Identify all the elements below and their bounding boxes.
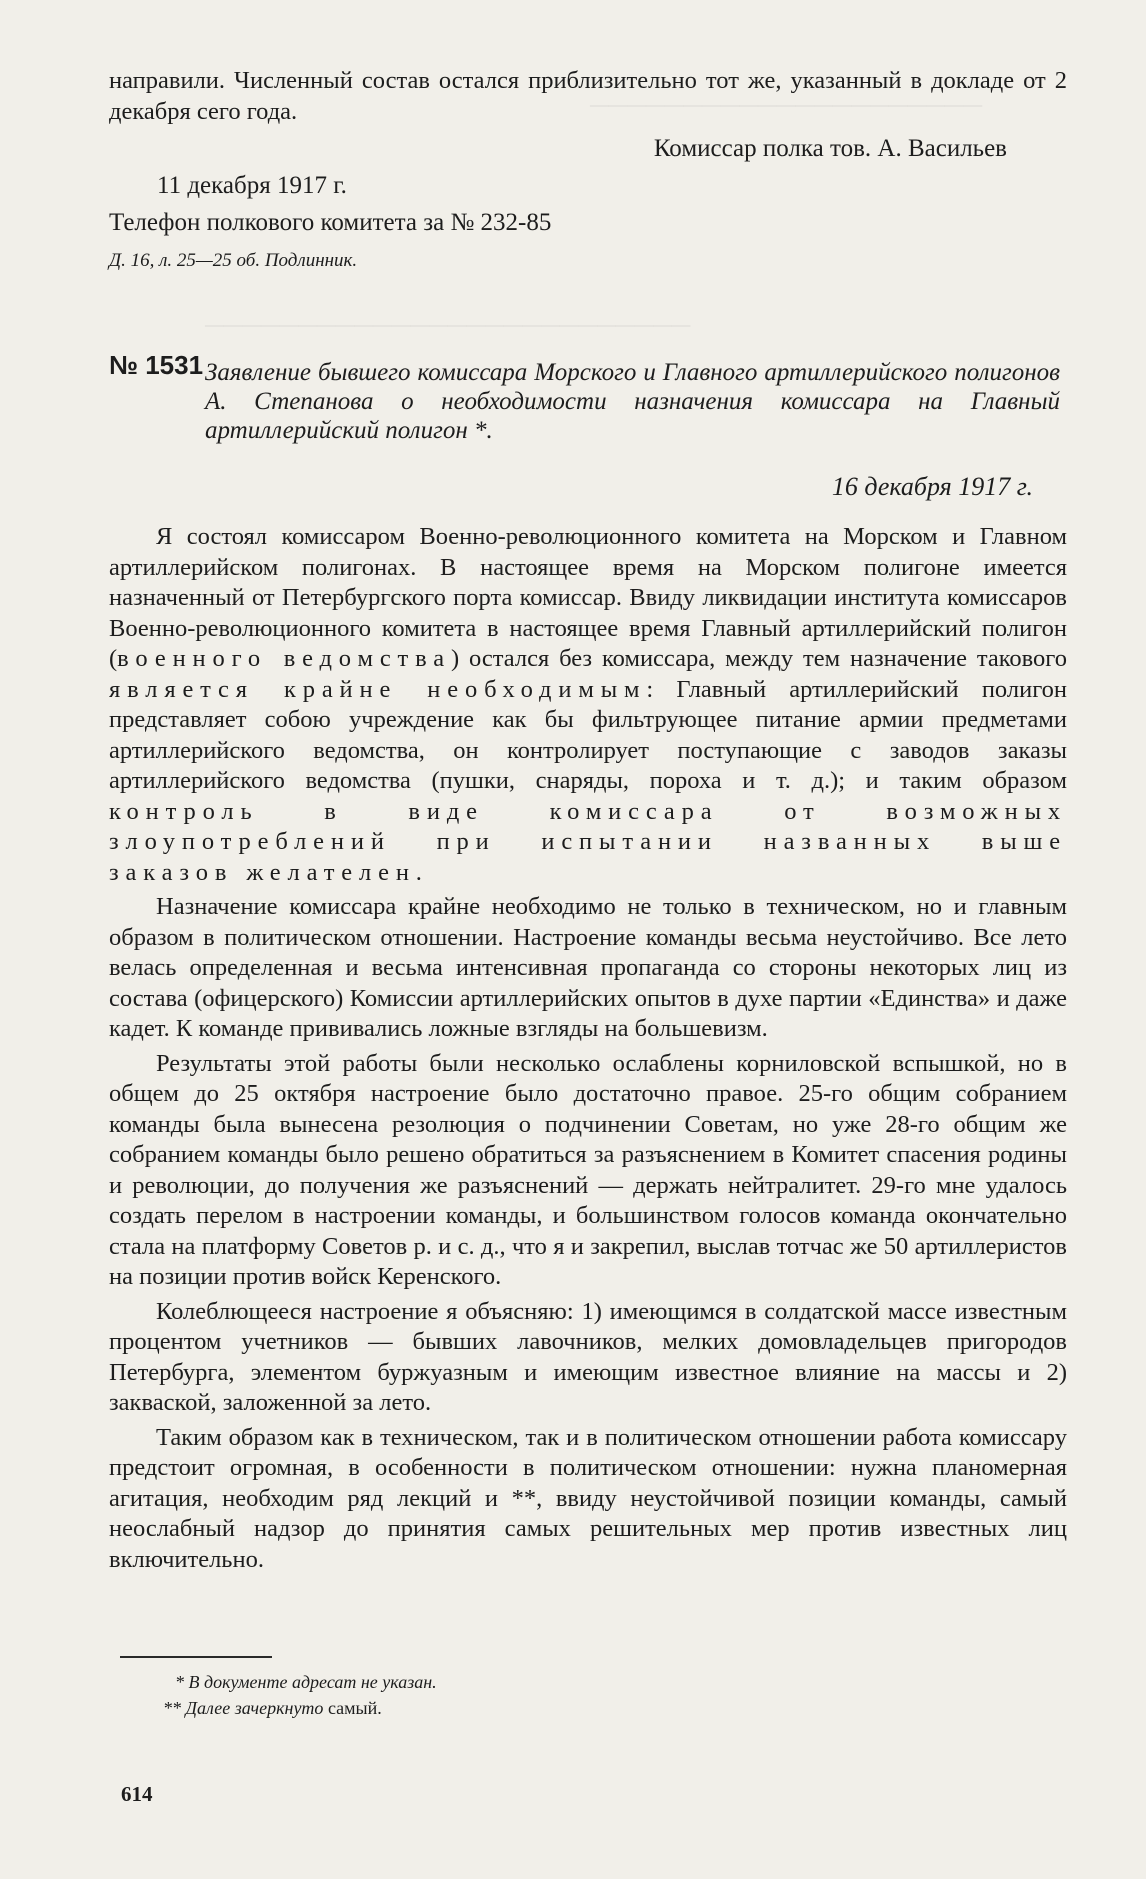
paragraph-1-text: Я состоял комиссаром Военно-революционного комитета на Морском и Главном артиллерийском полигонах. В настоящее время на Морском полигоне имеется назначенный от Петербургского порта комиссар. Ввиду ликвидации института комиссаров Военно-революционного комитета в настоящее время Главный артиллерийский полигон ( [109,523,1067,672]
bleed-through-decoration: —————————————————————————— [205,312,691,336]
top-section [109,66,1067,274]
paragraph-1-text: . [415,858,422,886]
emphasis-text: является крайне необходимым [109,675,647,703]
paragraph-2: Назначение комиссара крайне необходимо не только в техническом, но и главным образом в политическом отношении. Настроение команды весьма неустойчиво. Все лето велась определенная и весьма интенсивная пропаганда со стороны некоторых лиц из состава (офицерского) Комиссии артиллерийских опытов в духе партии «Единства» и даже кадет. К команде прививались ложные взгляды на большевизм. [109,893,1067,1042]
footnote-text: Далее зачеркнуто [185,1698,324,1718]
footnote-divider [120,1656,272,1658]
bleed-through-decoration: ————————————————————— [590,92,983,116]
document-number: № 1531 [109,350,204,380]
document-date: 16 декабря 1917 г. [831,472,1033,501]
footnote-mark: ** [163,1698,181,1718]
paragraph-3: Результаты этой работы были несколько ослаблены корниловской вспышкой, но в общем до 25 октября настроение было достаточно правое. 25-го общим собранием команды была вынесена резолюция о подчинении Советам, но уже 28-го общим же собранием команды было решено обратиться за разъяснением в Комитет спасения родины и революции, до получения же разъяснений — держать нейтралитет. 29-го мне удалось создать перелом в настроении команды, и большинством голосов команда окончательно стала на платформу Советов р. и с. д., что я и закрепил, выслав тотчас же 50 артиллеристов на позиции против войск Керенского. [109,1049,1067,1290]
footnote-mark: * [175,1672,184,1692]
continuation-paragraph: направили. Численный состав остался приблизительно тот же, указанный в докладе от 2 декабря сего года. [109,67,1067,125]
footnote-2 [163,1696,382,1720]
footnote-1 [175,1670,437,1694]
phone-line: Телефон полкового комитета за № 232-85 [109,209,552,236]
emphasis-text: военного ведомства [117,645,451,672]
source-reference: Д. 16, л. 25—25 об. Подлинник. [109,250,358,271]
main-text [109,522,1067,1575]
letter-date: 11 декабря 1917 г. [157,172,347,199]
paragraph-1-text: : Главный артиллерийский полигон представляет собою учреждение как бы фильтрующее питание армии предметами артиллерийского ведомства, он контролирует поступающие с заводов заказы артиллерийского ведомства (пушки, снаряды, пороха и т. д.); и таким образом [109,675,1067,794]
footnote-text: В документе адресат не указан. [188,1672,437,1692]
paragraph-4: Колеблющееся настроение я объясняю: 1) имеющимся в солдатской массе известным процентом учетников — бывших лавочников, мелких домовладельцев пригородов Петербурга, элементом буржуазным и имеющим известное влияние на массы и 2) закваской, заложенной за лето. [109,1297,1067,1416]
page-number: 614 [121,1782,153,1806]
document-title: Заявление бывшего комиссара Морского и Главного артиллерийского полигонов А. Степанова о необходимости назначения комиссара на Главный артиллерийский полигон *. [205,359,1060,444]
paragraph-1-text: ) остался без комиссара, между тем назначение такового [450,645,1067,672]
emphasis-text: контроль в виде комиссара от возможных злоупотреблений при испытании названных выше заказов желателен [109,797,1067,886]
paragraph-5: Таким образом как в техническом, так и в политическом отношении работа комиссару предстоит огромная, в особенности в политическом отношении: нужна планомерная агитация, необходим ряд лекций и **, ввиду неустойчивой позиции команды, самый неослабный надзор до принятия самых решительных мер против известных лиц включительно. [109,1423,1067,1573]
signature-line: Комиссар полка тов. А. Васильев [653,135,1007,162]
footnote-text: самый. [327,1698,382,1718]
paragraph-1 [109,522,1067,888]
